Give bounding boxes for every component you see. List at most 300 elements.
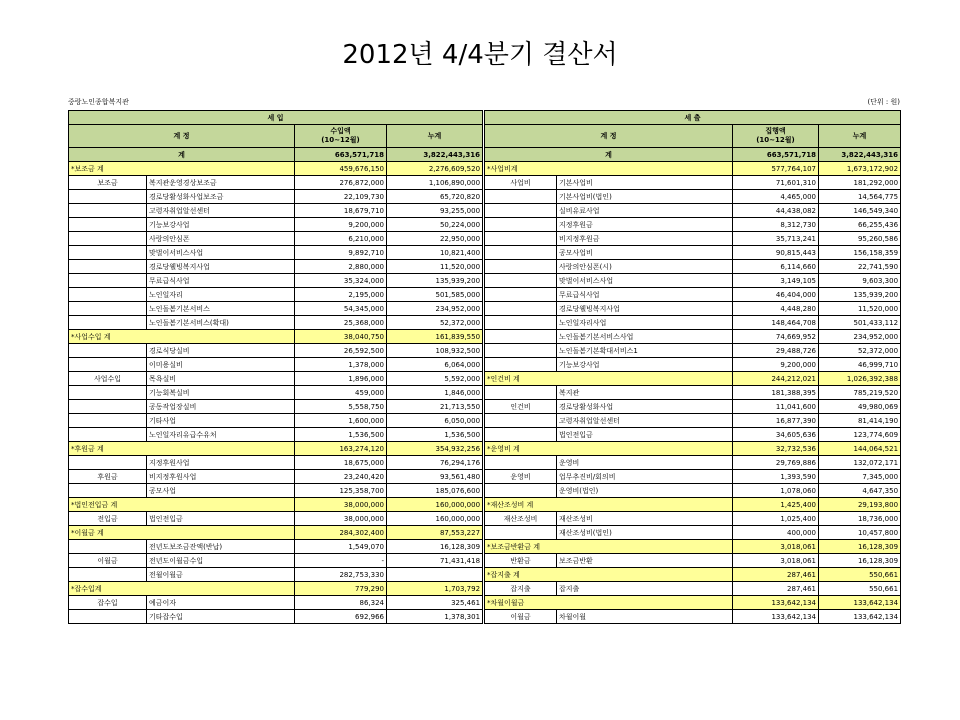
subtotal-row [485, 372, 901, 386]
subtotal-row [485, 498, 901, 512]
amount-cell: 9,200,000 [733, 358, 819, 372]
cumulative-cell: 49,980,069 [819, 400, 901, 414]
amount-cell: 90,815,443 [733, 246, 819, 260]
subtotal-row [69, 498, 483, 512]
subtotal-label: *잡수입계 [69, 582, 295, 596]
col-amount: 집행액 (10~12월) [733, 125, 819, 148]
unit-label: (단위 : 원) [867, 98, 900, 106]
group-label [69, 568, 147, 582]
account-label: 전년도보조금잔액(반납) [147, 540, 295, 554]
amount-cell: 459,676,150 [295, 162, 387, 176]
cumulative-cell: 11,520,000 [387, 260, 483, 274]
amount-cell: 148,464,708 [733, 316, 819, 330]
amount-cell: 3,018,061 [733, 554, 819, 568]
subtotal-label: *이월금 계 [69, 526, 295, 540]
cumulative-cell: 22,950,000 [387, 232, 483, 246]
amount-cell: 9,200,000 [295, 218, 387, 232]
cumulative-cell: 52,372,000 [819, 344, 901, 358]
subtotal-label: *잡지출 계 [485, 568, 733, 582]
subtotal-row [485, 568, 901, 582]
table-row [485, 400, 901, 414]
account-label: 사랑의안심폰(시) [557, 260, 733, 274]
cumulative-cell: 81,414,190 [819, 414, 901, 428]
amount-cell: 1,600,000 [295, 414, 387, 428]
group-label: 후원금 [69, 470, 147, 484]
group-label [485, 274, 557, 288]
subtotal-label: *보조금반환금 계 [485, 540, 733, 554]
cumulative-cell: 10,457,800 [819, 526, 901, 540]
group-label [69, 414, 147, 428]
cumulative-cell: 46,999,710 [819, 358, 901, 372]
group-label [485, 218, 557, 232]
cumulative-cell: 16,128,309 [387, 540, 483, 554]
table-row [485, 610, 901, 624]
group-label [485, 386, 557, 400]
cumulative-cell: 71,431,418 [387, 554, 483, 568]
account-label: 기능회복실비 [147, 386, 295, 400]
amount-cell: 282,753,330 [295, 568, 387, 582]
group-label [485, 344, 557, 358]
table-row [69, 400, 483, 414]
account-label: 고령자취업알선센터 [147, 204, 295, 218]
table-row [69, 358, 483, 372]
cumulative-cell: 21,713,550 [387, 400, 483, 414]
cumulative-cell [387, 568, 483, 582]
amount-cell: 287,461 [733, 582, 819, 596]
amount-cell: 5,558,750 [295, 400, 387, 414]
col-account: 계 정 [485, 125, 733, 148]
cumulative-cell: 87,553,227 [387, 526, 483, 540]
expense-ledger [484, 110, 901, 624]
account-label: 운영비 [557, 456, 733, 470]
account-label: 경로당웰빙복지사업 [557, 302, 733, 316]
cumulative-cell: 785,219,520 [819, 386, 901, 400]
subtotal-label: *재산조성비 계 [485, 498, 733, 512]
col-cumulative: 누계 [819, 125, 901, 148]
cumulative-cell: 550,661 [819, 582, 901, 596]
group-label [69, 190, 147, 204]
amount-cell: 71,601,310 [733, 176, 819, 190]
cumulative-cell: 10,821,400 [387, 246, 483, 260]
table-row [69, 540, 483, 554]
account-label: 경로당활성화사업 [557, 400, 733, 414]
group-label [485, 358, 557, 372]
cumulative-cell: 93,561,480 [387, 470, 483, 484]
group-label [69, 484, 147, 498]
cumulative-cell: 135,939,200 [387, 274, 483, 288]
group-label: 운영비 [485, 470, 557, 484]
table-row [485, 190, 901, 204]
income-table [68, 110, 483, 624]
total-label: 계 [485, 148, 733, 162]
table-row [69, 274, 483, 288]
subtotal-label: *차월이월금 [485, 596, 733, 610]
cumulative-cell: 29,193,800 [819, 498, 901, 512]
amount-cell: 34,605,636 [733, 428, 819, 442]
account-label: 차월이월 [557, 610, 733, 624]
cumulative-cell: 22,741,590 [819, 260, 901, 274]
account-label: 기본사업비 [557, 176, 733, 190]
group-label [69, 302, 147, 316]
cumulative-cell: 1,673,172,902 [819, 162, 901, 176]
cumulative-cell: 16,128,309 [819, 540, 901, 554]
table-row [69, 512, 483, 526]
account-label: 기능보강사업 [557, 358, 733, 372]
amount-cell: 74,669,952 [733, 330, 819, 344]
table-row [69, 232, 483, 246]
cumulative-cell: 1,106,890,000 [387, 176, 483, 190]
account-label: 법인전입금 [557, 428, 733, 442]
group-label [485, 302, 557, 316]
table-row [485, 218, 901, 232]
table-row [69, 456, 483, 470]
amount-cell: 6,114,660 [733, 260, 819, 274]
page-title: 2012년 4/4분기 결산서 [342, 40, 618, 70]
cumulative-cell: 325,461 [387, 596, 483, 610]
table-row [485, 176, 901, 190]
account-label: 전월이월금 [147, 568, 295, 582]
account-label: 기본사업비(법인) [557, 190, 733, 204]
table-row [485, 302, 901, 316]
total-amount: 663,571,718 [733, 148, 819, 162]
group-label [69, 610, 147, 624]
table-row [485, 484, 901, 498]
amount-cell: 133,642,134 [733, 610, 819, 624]
cumulative-cell: 133,642,134 [819, 610, 901, 624]
table-row [485, 246, 901, 260]
group-label [485, 260, 557, 274]
table-row [69, 176, 483, 190]
cumulative-cell: 133,642,134 [819, 596, 901, 610]
expense-table [484, 110, 901, 624]
table-row [69, 470, 483, 484]
group-label: 보조금 [69, 176, 147, 190]
cumulative-cell: 18,736,000 [819, 512, 901, 526]
account-label: 전년도이월금수입 [147, 554, 295, 568]
cumulative-cell: 132,072,171 [819, 456, 901, 470]
subtotal-row [69, 442, 483, 456]
amount-cell: 459,000 [295, 386, 387, 400]
col-amount: 수입액 (10~12월) [295, 125, 387, 148]
cumulative-cell: 52,372,000 [387, 316, 483, 330]
amount-cell: 18,675,000 [295, 456, 387, 470]
cumulative-cell: 108,932,500 [387, 344, 483, 358]
cumulative-cell: 550,661 [819, 568, 901, 582]
account-label: 법인전입금 [147, 512, 295, 526]
cumulative-cell: 11,520,000 [819, 302, 901, 316]
amount-cell: 35,324,000 [295, 274, 387, 288]
table-row [69, 596, 483, 610]
cumulative-cell: 161,839,550 [387, 330, 483, 344]
account-label: 공동작업장실비 [147, 400, 295, 414]
group-label: 사업수입 [69, 372, 147, 386]
amount-cell: 38,040,750 [295, 330, 387, 344]
table-row [485, 288, 901, 302]
amount-cell: 1,378,000 [295, 358, 387, 372]
table-row [69, 288, 483, 302]
group-label [69, 400, 147, 414]
cumulative-cell: 1,536,500 [387, 428, 483, 442]
account-label: 맞벌이서비스사업 [147, 246, 295, 260]
cumulative-cell: 14,564,775 [819, 190, 901, 204]
amount-cell: 35,713,241 [733, 232, 819, 246]
cumulative-cell: 354,932,256 [387, 442, 483, 456]
table-row [69, 246, 483, 260]
table-row [69, 190, 483, 204]
amount-cell: 16,877,390 [733, 414, 819, 428]
amount-cell: 2,195,000 [295, 288, 387, 302]
table-row [69, 344, 483, 358]
amount-cell: 1,896,000 [295, 372, 387, 386]
subtotal-row [485, 162, 901, 176]
account-label: 이미용실비 [147, 358, 295, 372]
amount-cell: 1,025,400 [733, 512, 819, 526]
cumulative-cell: 50,224,000 [387, 218, 483, 232]
table-row [69, 414, 483, 428]
amount-cell: 25,368,000 [295, 316, 387, 330]
table-row [485, 232, 901, 246]
group-label [69, 386, 147, 400]
account-label: 사랑의안심폰 [147, 232, 295, 246]
account-label: 경로식당실비 [147, 344, 295, 358]
subtotal-label: *인건비 계 [485, 372, 733, 386]
amount-cell: 287,461 [733, 568, 819, 582]
amount-cell: 29,769,886 [733, 456, 819, 470]
group-label [485, 288, 557, 302]
amount-cell: 1,078,060 [733, 484, 819, 498]
group-label [69, 358, 147, 372]
subtotal-row [485, 540, 901, 554]
group-label: 이월금 [69, 554, 147, 568]
amount-cell: 4,465,000 [733, 190, 819, 204]
group-label [485, 526, 557, 540]
income-ledger [68, 110, 483, 624]
account-label: 고령자취업알선센터 [557, 414, 733, 428]
subtotal-label: *사업비계 [485, 162, 733, 176]
group-label [485, 456, 557, 470]
subtotal-label: *사업수입 계 [69, 330, 295, 344]
amount-cell: 163,274,120 [295, 442, 387, 456]
cumulative-cell: 2,276,609,520 [387, 162, 483, 176]
group-label [69, 218, 147, 232]
account-label: 비지정후원금 [557, 232, 733, 246]
col-cumulative: 누계 [387, 125, 483, 148]
account-label: 복지관운영경상보조금 [147, 176, 295, 190]
amount-cell: 18,679,710 [295, 204, 387, 218]
group-label [485, 190, 557, 204]
amount-cell: 23,240,420 [295, 470, 387, 484]
account-label: 공모사업비 [557, 246, 733, 260]
cumulative-cell: 181,292,000 [819, 176, 901, 190]
subtotal-row [485, 442, 901, 456]
table-row [69, 260, 483, 274]
total-cumulative: 3,822,443,316 [819, 148, 901, 162]
group-label: 반환금 [485, 554, 557, 568]
table-row [485, 316, 901, 330]
group-label [69, 232, 147, 246]
amount-cell: 38,000,000 [295, 498, 387, 512]
group-label: 재산조성비 [485, 512, 557, 526]
account-label: 노인돌봄기본서비스사업 [557, 330, 733, 344]
account-label: 재산조성비 [557, 512, 733, 526]
account-label: 예금이자 [147, 596, 295, 610]
total-amount: 663,571,718 [295, 148, 387, 162]
account-label: 보조금반환 [557, 554, 733, 568]
group-label [69, 344, 147, 358]
table-row [69, 554, 483, 568]
account-label: 경로당활성화사업보조금 [147, 190, 295, 204]
table-row [485, 512, 901, 526]
cumulative-cell: 156,158,359 [819, 246, 901, 260]
account-label: 노인돌봄기본확대서비스1 [557, 344, 733, 358]
cumulative-cell: 160,000,000 [387, 498, 483, 512]
organization-name: 중랑노인종합복지관 [68, 98, 129, 106]
table-row [485, 358, 901, 372]
table-row [485, 414, 901, 428]
cumulative-cell: 7,345,000 [819, 470, 901, 484]
group-label [69, 288, 147, 302]
amount-cell: 779,290 [295, 582, 387, 596]
account-label: 경로당웰빙복지사업 [147, 260, 295, 274]
cumulative-cell: 123,774,609 [819, 428, 901, 442]
table-row [485, 456, 901, 470]
group-label: 사업비 [485, 176, 557, 190]
subtotal-label: *법인전입금 계 [69, 498, 295, 512]
account-label: 맞벌이서비스사업 [557, 274, 733, 288]
amount-cell: 29,488,726 [733, 344, 819, 358]
amount-cell: 284,302,400 [295, 526, 387, 540]
account-label: 지정후원금 [557, 218, 733, 232]
group-label [69, 428, 147, 442]
account-label: 목욕실비 [147, 372, 295, 386]
account-label: 무료급식사업 [147, 274, 295, 288]
table-row [485, 204, 901, 218]
group-label [485, 204, 557, 218]
table-row [485, 260, 901, 274]
amount-cell: 2,880,000 [295, 260, 387, 274]
cumulative-cell: 185,076,600 [387, 484, 483, 498]
account-label: 복지관 [557, 386, 733, 400]
table-row [485, 344, 901, 358]
amount-cell: 577,764,107 [733, 162, 819, 176]
subtotal-label: *운영비 계 [485, 442, 733, 456]
table-row [485, 554, 901, 568]
cumulative-cell: 6,050,000 [387, 414, 483, 428]
amount-cell: 46,404,000 [733, 288, 819, 302]
subtotal-row [485, 596, 901, 610]
group-label: 이월금 [485, 610, 557, 624]
cumulative-cell: 4,647,350 [819, 484, 901, 498]
cumulative-cell: 135,939,200 [819, 288, 901, 302]
group-label [69, 316, 147, 330]
cumulative-cell: 16,128,309 [819, 554, 901, 568]
table-row [69, 302, 483, 316]
amount-cell: 181,388,395 [733, 386, 819, 400]
group-label [69, 456, 147, 470]
amount-cell: 38,000,000 [295, 512, 387, 526]
account-label: 재산조성비(법인) [557, 526, 733, 540]
account-label: 노인일자리사업 [557, 316, 733, 330]
cumulative-cell: 66,255,436 [819, 218, 901, 232]
col-account: 계 정 [69, 125, 295, 148]
cumulative-cell: 144,064,521 [819, 442, 901, 456]
table-row [485, 526, 901, 540]
cumulative-cell: 76,294,176 [387, 456, 483, 470]
group-label [69, 246, 147, 260]
cumulative-cell: 5,592,000 [387, 372, 483, 386]
amount-cell: 32,732,536 [733, 442, 819, 456]
cumulative-cell: 160,000,000 [387, 512, 483, 526]
account-label: 노인일자리 [147, 288, 295, 302]
group-label [485, 428, 557, 442]
table-row [485, 330, 901, 344]
group-label: 전입금 [69, 512, 147, 526]
table-row [69, 568, 483, 582]
amount-cell: 1,425,400 [733, 498, 819, 512]
group-label [485, 484, 557, 498]
account-label: 공모사업 [147, 484, 295, 498]
table-row [485, 428, 901, 442]
amount-cell: 44,438,082 [733, 204, 819, 218]
account-label: 기능보강사업 [147, 218, 295, 232]
cumulative-cell: 1,026,392,388 [819, 372, 901, 386]
amount-cell: 125,358,700 [295, 484, 387, 498]
account-label: 노인돌봄기본서비스(확대) [147, 316, 295, 330]
amount-cell: 400,000 [733, 526, 819, 540]
amount-cell: 22,109,730 [295, 190, 387, 204]
cumulative-cell: 234,952,000 [387, 302, 483, 316]
amount-cell: 26,592,500 [295, 344, 387, 358]
cumulative-cell: 65,720,820 [387, 190, 483, 204]
cumulative-cell: 9,603,300 [819, 274, 901, 288]
amount-cell: 3,149,105 [733, 274, 819, 288]
table-row [69, 218, 483, 232]
account-label: 노인돌봄기본서비스 [147, 302, 295, 316]
group-label [485, 330, 557, 344]
table-row [485, 274, 901, 288]
amount-cell: 3,018,061 [733, 540, 819, 554]
amount-cell: 133,642,134 [733, 596, 819, 610]
table-row [69, 386, 483, 400]
subtotal-row [69, 330, 483, 344]
cumulative-cell: 1,378,301 [387, 610, 483, 624]
cumulative-cell: 146,549,340 [819, 204, 901, 218]
amount-cell: 11,041,600 [733, 400, 819, 414]
account-label: 업무추진비/회의비 [557, 470, 733, 484]
table-row [69, 610, 483, 624]
table-row [485, 470, 901, 484]
amount-cell: 9,892,710 [295, 246, 387, 260]
amount-cell: 1,536,500 [295, 428, 387, 442]
group-label [485, 414, 557, 428]
amount-cell: 276,872,000 [295, 176, 387, 190]
account-label: 무료급식사업 [557, 288, 733, 302]
table-row [69, 428, 483, 442]
group-label [485, 232, 557, 246]
subtotal-row [69, 162, 483, 176]
amount-cell: 8,312,730 [733, 218, 819, 232]
account-label: 노인일자리유급수유처 [147, 428, 295, 442]
amount-cell: 244,212,021 [733, 372, 819, 386]
amount-cell: 6,210,000 [295, 232, 387, 246]
cumulative-cell: 501,433,112 [819, 316, 901, 330]
subtotal-label: *보조금 계 [69, 162, 295, 176]
amount-cell: 1,393,590 [733, 470, 819, 484]
section-title: 세 출 [485, 111, 901, 125]
table-row [485, 582, 901, 596]
cumulative-cell: 6,064,000 [387, 358, 483, 372]
subtotal-row [69, 582, 483, 596]
